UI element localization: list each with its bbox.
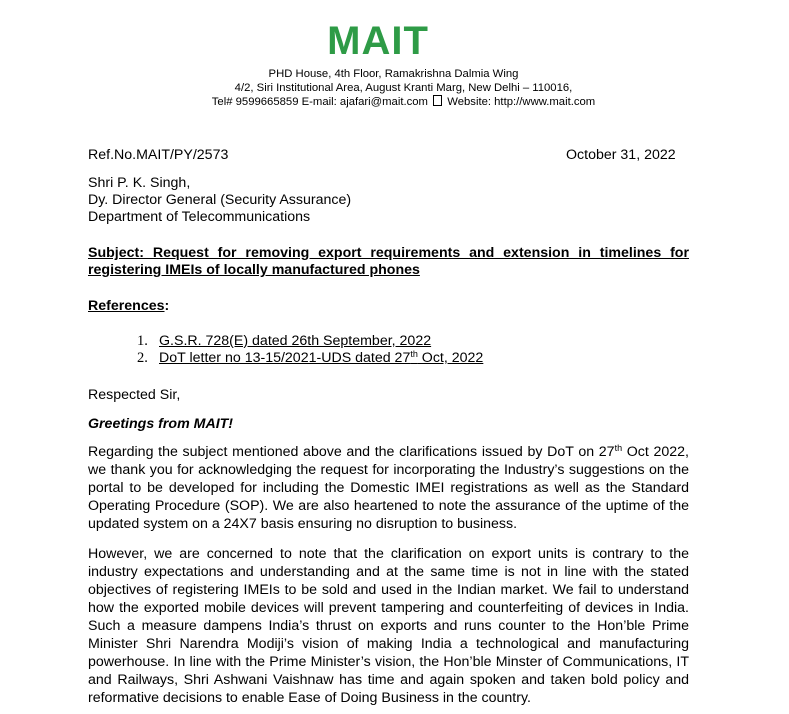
- references-colon: :: [164, 298, 170, 314]
- greeting: Greetings from MAIT!: [88, 416, 234, 432]
- salutation: Respected Sir,: [88, 387, 181, 403]
- address-line-1: PHD House, 4th Floor, Ramakrishna Dalmia Wing: [268, 68, 519, 80]
- missing-glyph-icon: [433, 95, 442, 106]
- reference-text-2-pre: DoT letter no 13-15/2021-UDS dated 27: [159, 350, 411, 366]
- letter-date: October 31, 2022: [566, 147, 676, 163]
- references-heading: [88, 297, 169, 315]
- reference-number-1: 1.: [137, 333, 148, 349]
- address-line-2: 4/2, Siri Institutional Area, August Kranti Marg, New Delhi – 110016,: [234, 82, 573, 94]
- recipient-department: Department of Telecommunications: [88, 209, 311, 225]
- para1-sup: th: [614, 443, 623, 453]
- recipient-title: Dy. Director General (Security Assurance): [88, 192, 352, 208]
- telephone: Tel# 9599665859: [211, 96, 299, 108]
- body-paragraph-1: [88, 443, 689, 533]
- reference-number: Ref.No.MAIT/PY/2573: [88, 147, 229, 163]
- reference-text-2-post: Oct, 2022: [417, 350, 484, 366]
- contact-line: [18, 94, 789, 110]
- reference-number-2: 2.: [137, 350, 148, 366]
- references-label: References: [88, 298, 165, 314]
- logo-text: MAIT: [327, 19, 429, 63]
- reference-item: [137, 332, 431, 350]
- website: Website: http://www.mait.com: [447, 96, 596, 108]
- reference-text-2: [159, 350, 483, 366]
- para1-pre: Regarding the subject mentioned above and the clarifications issued by DoT on 27: [88, 444, 615, 460]
- body-paragraph-2: However, we are concerned to note that the clarification on export units is contrary to the industry expectations and understanding and at the same time is not in line with the stated objectives of registering IMEIs to be sold and used in the Indian market. We fail to understand how the exported mobile devices will prevent tampering and counterfeiting of devices in India. Such a measure dampens India’s thrust on exports and runs counter to the Hon’ble Prime Minister Shri Narendra Modiji’s vision of making India a technological and manufacturing powerhouse. In line with the Prime Minister’s vision, the Hon’ble Minster of Communications, IT and Railways, Shri Ashwani Vaishnaw has time and again spoken and taken bold policy and reformative decisions to enable Ease of Doing Business in the country.: [88, 546, 689, 706]
- reference-item: [137, 349, 483, 367]
- para1-post: Oct 2022, we thank you for acknowledging the request for incorporating the Industry’s suggestions on the portal to be developed for including the Domestic IMEI registrations as well as the Standard Operating Procedure (SOP). We are also heartened to note the assurance of the uptime of the updated system on a 24X7 basis ensuring no disruption to business.: [88, 444, 689, 532]
- reference-text-2-sup: th: [410, 349, 418, 359]
- reference-text-1: G.S.R. 728(E) dated 26th September, 2022: [159, 333, 432, 349]
- recipient-name: Shri P. K. Singh,: [88, 175, 191, 191]
- mait-logo: [327, 19, 429, 63]
- subject-line: Subject: Request for removing export requirements and extension in timelines for registering IMEIs of locally manufactured phones: [88, 245, 689, 278]
- email: E-mail: ajafari@mait.com: [301, 96, 428, 108]
